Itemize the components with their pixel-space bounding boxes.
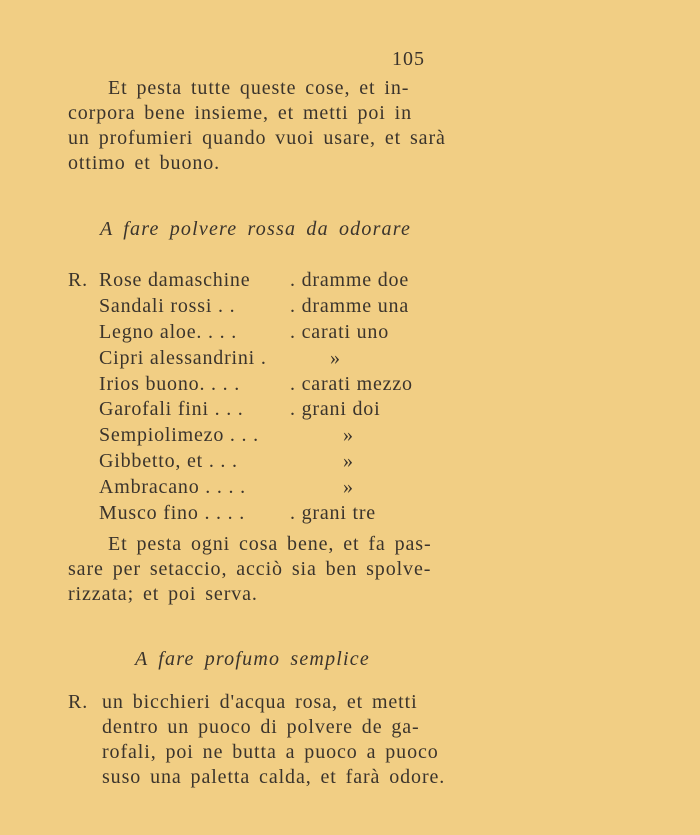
- recipe-paragraph: [68, 690, 445, 790]
- ditto-mark: »: [343, 450, 354, 473]
- text-line: rofali, poi ne butta a puoco a puoco: [102, 741, 439, 763]
- ingredient-quantity: . dramme doe: [290, 269, 410, 291]
- ingredient-quantity: . dramme una: [290, 294, 410, 317]
- text-line: corpora bene insieme, et metti poi in: [68, 102, 412, 124]
- text-line: sare per setaccio, acciò sia ben spolve-: [68, 558, 432, 580]
- ingredient-name: Rose damaschine: [99, 269, 251, 291]
- text-line: dentro un puoco di polvere de ga-: [102, 716, 420, 738]
- recipe-prefix: R.: [68, 691, 89, 713]
- ingredient-quantity: . carati uno: [290, 320, 390, 343]
- ingredient-name: Irios buono. . . .: [99, 372, 241, 395]
- recipe-prefix: R.: [68, 269, 88, 291]
- ingredient-name: Musco fino . . . .: [99, 502, 246, 525]
- text-line: suso una paletta calda, et farà odore.: [102, 766, 446, 788]
- ingredient-quantity: . grani doi: [290, 398, 381, 421]
- ingredient-quantity: . carati mezzo: [290, 372, 413, 395]
- text-line: Et pesta tutte queste cose, et in-: [108, 77, 410, 99]
- text-line-content: un bicchieri d'acqua rosa, et metti: [102, 691, 418, 713]
- page-number: 105: [392, 48, 425, 70]
- ingredient-name: Garofali fini . . .: [99, 398, 244, 421]
- ingredient-name: Gibbetto, et . . .: [99, 450, 238, 473]
- section-heading-profumo-semplice: A fare profumo semplice: [135, 648, 370, 670]
- ingredient-name: Ambracano . . . .: [99, 476, 246, 499]
- section-heading-polvere-rossa: A fare polvere rossa da odorare: [100, 218, 412, 240]
- text-line: Et pesta ogni cosa bene, et fa pas-: [108, 533, 432, 555]
- closing-paragraph: [68, 532, 432, 607]
- ingredient-name: Sempiolimezo . . .: [99, 424, 259, 447]
- ditto-mark: »: [330, 346, 341, 369]
- intro-paragraph: [68, 76, 446, 176]
- text-line: rizzata; et poi serva.: [68, 583, 258, 605]
- ingredient-name: Legno aloe. . . .: [99, 320, 238, 343]
- text-line: [68, 690, 445, 715]
- text-line: ottimo et buono.: [68, 152, 221, 174]
- ingredient-name: Cipri alessandrini .: [99, 346, 267, 369]
- ditto-mark: »: [343, 424, 354, 447]
- ingredient-name: Sandali rossi . .: [99, 294, 236, 317]
- ditto-mark: »: [343, 476, 354, 499]
- text-line: un profumieri quando vuoi usare, et sarà: [68, 127, 446, 149]
- ingredient-quantity: . grani tre: [290, 502, 376, 525]
